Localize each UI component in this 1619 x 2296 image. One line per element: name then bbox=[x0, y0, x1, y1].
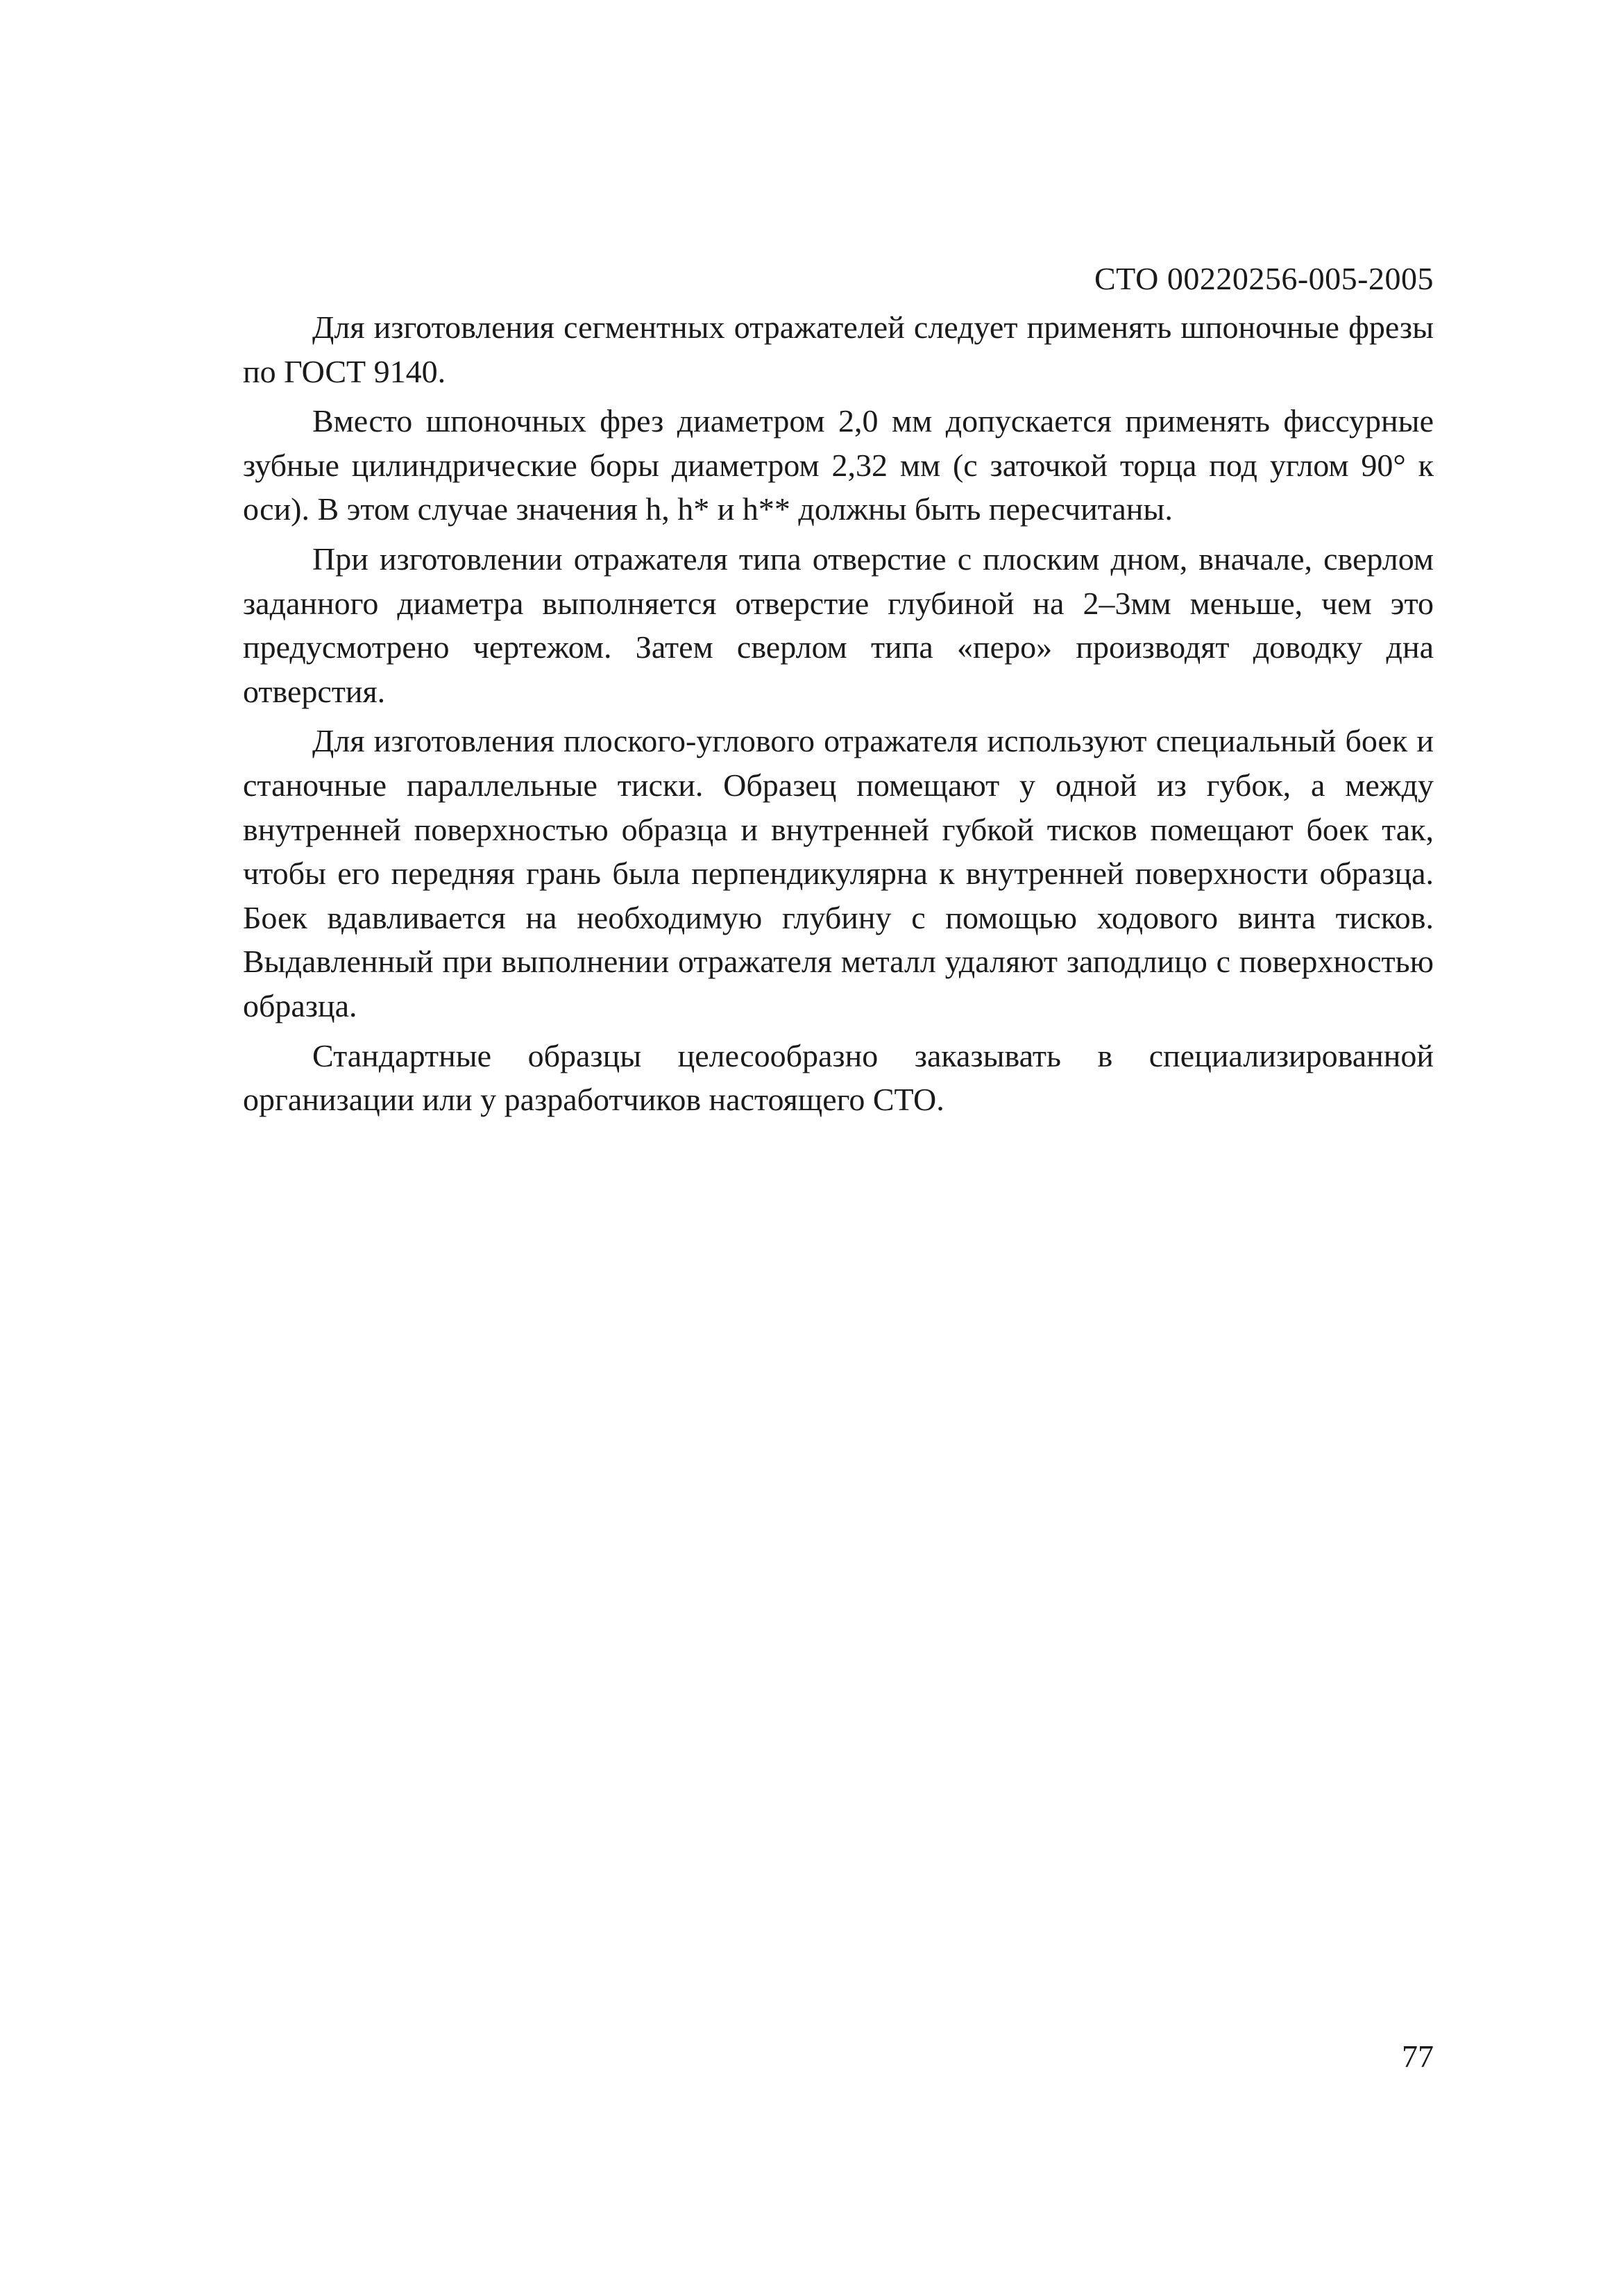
paragraph-keyway-cutters: Для изготовления сегментных отражателей следует применять шпоночные фрезы по ГОСТ 9140. bbox=[243, 309, 1434, 389]
paragraph-flat-bottom-hole: При изготовлении отражателя типа отверстие с плоским дном, вначале, сверлом заданного диаметра выполняется отверстие глубиной на 2–3мм меньше, чем это предусмотрено чертежом. Затем сверлом типа «перо» производят доводку дна отверстия. bbox=[243, 541, 1434, 709]
paragraph-angular-reflector: Для изготовления плоского-углового отражателя используют специальный боек и станочные параллельные тиски. Образец помещают у одной из губок, а между внутренней поверхностью образца и внутренней губкой тисков помещают боек так, чтобы его передняя грань была перпендикулярна к внутренней поверхности образца. Боек вдавливается на необходимую глубину с помощью ходового винта тисков. Выдавленный при выполнении отражателя металл удаляют заподлицо с поверхностью образца. bbox=[243, 723, 1434, 1023]
page-number: 77 bbox=[1402, 2039, 1434, 2074]
document-code-header: СТО 00220256-005-2005 bbox=[1094, 261, 1434, 296]
paragraph-standard-samples: Стандартные образцы целесообразно заказывать в специализированной организации или у разработчиков настоящего СТО. bbox=[243, 1037, 1434, 1118]
paragraph-fissure-burs: Вместо шпоночных фрез диаметром 2,0 мм допускается применять фиссурные зубные цилиндрические боры диаметром 2,32 мм (с заточкой торца под углом 90° к оси). В этом случае значения h, h* и h** должны быть пересчитаны. bbox=[243, 403, 1434, 527]
document-body bbox=[243, 305, 1434, 1128]
